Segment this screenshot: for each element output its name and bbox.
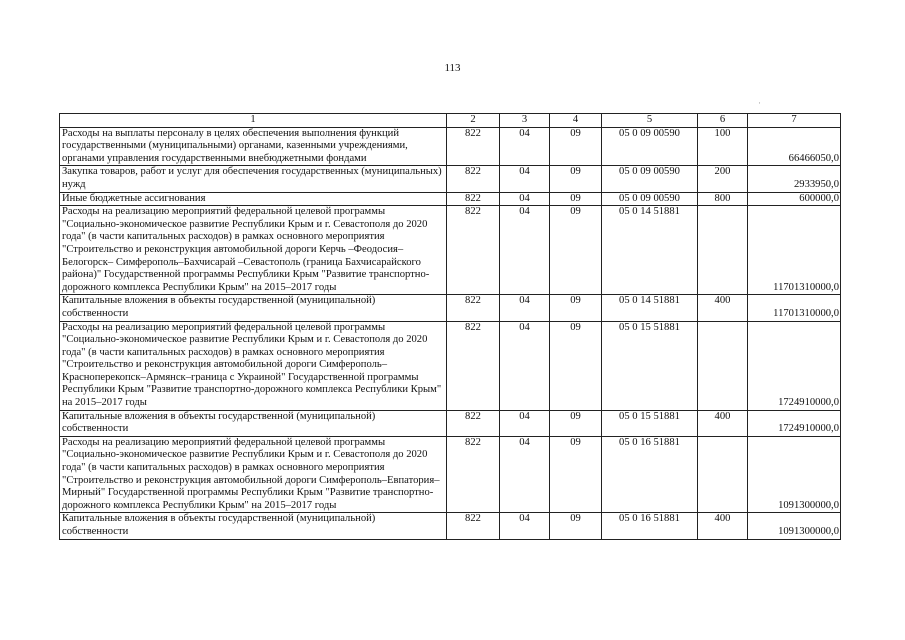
- table-row: [60, 206, 841, 295]
- section-code: 04: [500, 295, 550, 321]
- expense-name: Расходы на реализацию мероприятий федеральной целевой программы "Социально-экономическое развитие Республики Крым и г. Севастополя до 2020 года" (в части капитальных расходов) в рамках основного мероприятия "Строительство и реконструкция автомобильной дороги Керчь –Феодосия–Белогорск– Симферополь–Бахчисарай –Севастополь (граница Бахчисарайского района)" Государственной программы Республики Крым "Развитие транспортно-дорожного комплекса Республики Крым" на 2015–2017 годы: [60, 206, 447, 295]
- table-row: [60, 166, 841, 192]
- section-code: 04: [500, 166, 550, 192]
- column-header-7: 7: [748, 114, 841, 128]
- table-row: [60, 513, 841, 539]
- target-article-code: 05 0 09 00590: [602, 127, 698, 166]
- table-row: [60, 321, 841, 410]
- subsection-code: 09: [550, 166, 602, 192]
- section-code: 04: [500, 206, 550, 295]
- section-code: 04: [500, 192, 550, 206]
- expense-name: Закупка товаров, работ и услуг для обеспечения государственных (муниципальных) нужд: [60, 166, 447, 192]
- expense-name: Капитальные вложения в объекты государственной (муниципальной) собственности: [60, 513, 447, 539]
- column-header-5: 5: [602, 114, 698, 128]
- section-code: 04: [500, 127, 550, 166]
- expense-type-code: 400: [698, 295, 748, 321]
- amount-value: 1091300000,0: [748, 513, 841, 539]
- column-header-6: 6: [698, 114, 748, 128]
- amount-value: 1724910000,0: [748, 410, 841, 436]
- expense-type-code: 400: [698, 513, 748, 539]
- subsection-code: 09: [550, 127, 602, 166]
- expense-name: Расходы на реализацию мероприятий федеральной целевой программы "Социально-экономическое развитие Республики Крым и г. Севастополя до 2020 года" (в части капитальных расходов) в рамках основного мероприятия "Строительство и реконструкция автомобильной дороги Симферополь–Красноперекопск–Армянск–граница с Украиной" Государственной программы Республики Крым "Развитие транспортно-дорожного комплекса Республики Крым" на 2015–2017 годы: [60, 321, 447, 410]
- expense-name: Расходы на реализацию мероприятий федеральной целевой программы "Социально-экономическое развитие Республики Крым и г. Севастополя до 2020 года" (в части капитальных расходов) в рамках основного мероприятия "Строительство и реконструкция автомобильной дороги Симферополь–Евпатория–Мирный" Государственной программы Республики Крым "Развитие транспортно-дорожного комплекса Республики Крым" на 2015–2017 годы: [60, 436, 447, 513]
- ministry-code: 822: [447, 127, 500, 166]
- ministry-code: 822: [447, 166, 500, 192]
- target-article-code: 05 0 14 51881: [602, 206, 698, 295]
- expense-type-code: 400: [698, 410, 748, 436]
- column-header-1: 1: [60, 114, 447, 128]
- target-article-code: 05 0 09 00590: [602, 166, 698, 192]
- amount-value: 600000,0: [748, 192, 841, 206]
- amount-value: 2933950,0: [748, 166, 841, 192]
- ministry-code: 822: [447, 206, 500, 295]
- section-code: 04: [500, 321, 550, 410]
- subsection-code: 09: [550, 436, 602, 513]
- target-article-code: 05 0 14 51881: [602, 295, 698, 321]
- ministry-code: 822: [447, 192, 500, 206]
- expense-type-code: [698, 206, 748, 295]
- expense-name: Иные бюджетные ассигнования: [60, 192, 447, 206]
- expense-name: Капитальные вложения в объекты государственной (муниципальной) собственности: [60, 410, 447, 436]
- section-code: 04: [500, 410, 550, 436]
- budget-table: [59, 113, 841, 540]
- subsection-code: 09: [550, 192, 602, 206]
- amount-value: 11701310000,0: [748, 206, 841, 295]
- column-header-4: 4: [550, 114, 602, 128]
- expense-type-code: [698, 436, 748, 513]
- amount-value: 1724910000,0: [748, 321, 841, 410]
- table-row: [60, 410, 841, 436]
- expense-type-code: 800: [698, 192, 748, 206]
- ministry-code: 822: [447, 436, 500, 513]
- table-row: [60, 127, 841, 166]
- ministry-code: 822: [447, 513, 500, 539]
- ministry-code: 822: [447, 321, 500, 410]
- ministry-code: 822: [447, 410, 500, 436]
- target-article-code: 05 0 16 51881: [602, 513, 698, 539]
- table-header-row: [60, 114, 841, 128]
- scan-speck-mark: ·: [758, 98, 761, 108]
- target-article-code: 05 0 15 51881: [602, 321, 698, 410]
- expense-type-code: [698, 321, 748, 410]
- section-code: 04: [500, 513, 550, 539]
- expense-type-code: 100: [698, 127, 748, 166]
- subsection-code: 09: [550, 206, 602, 295]
- subsection-code: 09: [550, 321, 602, 410]
- amount-value: 66466050,0: [748, 127, 841, 166]
- target-article-code: 05 0 09 00590: [602, 192, 698, 206]
- subsection-code: 09: [550, 513, 602, 539]
- expense-type-code: 200: [698, 166, 748, 192]
- column-header-3: 3: [500, 114, 550, 128]
- expense-name: Расходы на выплаты персоналу в целях обеспечения выполнения функций государственными (муниципальными) органами, казенными учреждениями, органами управления государственными внебюджетными фондами: [60, 127, 447, 166]
- amount-value: 11701310000,0: [748, 295, 841, 321]
- target-article-code: 05 0 16 51881: [602, 436, 698, 513]
- section-code: 04: [500, 436, 550, 513]
- table-row: [60, 436, 841, 513]
- table-row: [60, 192, 841, 206]
- amount-value: 1091300000,0: [748, 436, 841, 513]
- column-header-2: 2: [447, 114, 500, 128]
- subsection-code: 09: [550, 295, 602, 321]
- ministry-code: 822: [447, 295, 500, 321]
- page-number: 113: [444, 62, 461, 74]
- target-article-code: 05 0 15 51881: [602, 410, 698, 436]
- expense-name: Капитальные вложения в объекты государственной (муниципальной) собственности: [60, 295, 447, 321]
- table-row: [60, 295, 841, 321]
- subsection-code: 09: [550, 410, 602, 436]
